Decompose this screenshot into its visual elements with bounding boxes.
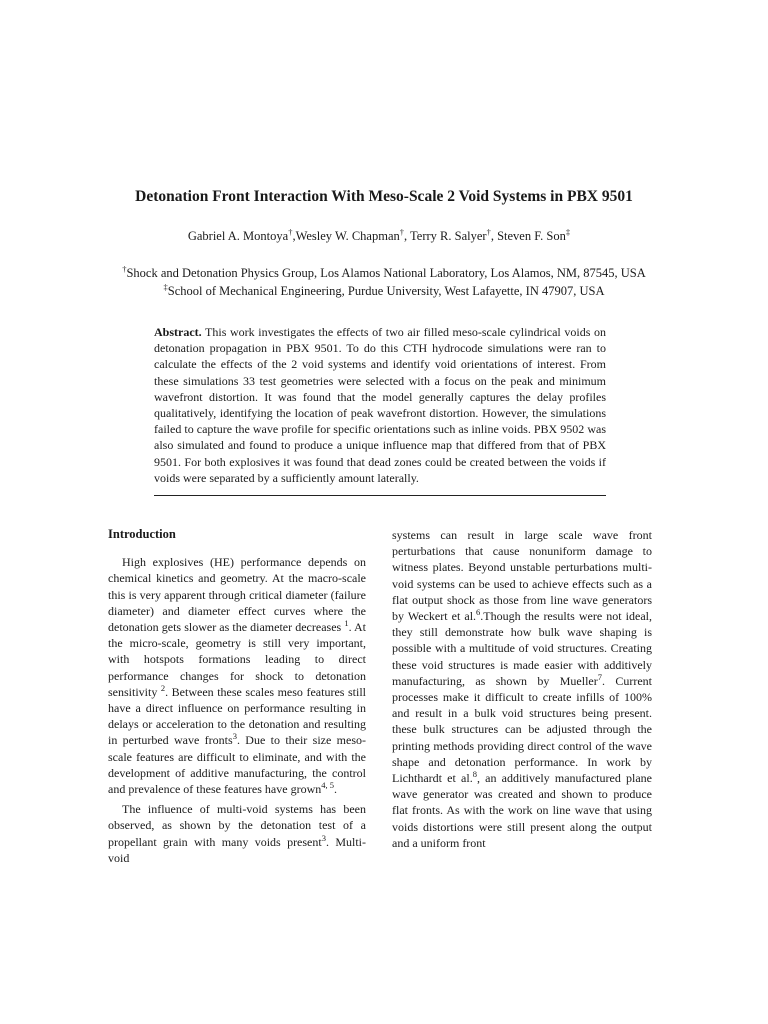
abstract-label: Abstract.	[154, 325, 202, 339]
author-name: Steven F. Son	[497, 229, 566, 243]
citation-mark: 4, 5	[321, 780, 334, 791]
citation-mark: 6	[476, 607, 481, 618]
right-column	[392, 527, 652, 851]
affiliation-mark: ‡	[565, 226, 571, 237]
author-separator: ,	[490, 229, 498, 243]
citation-mark: 1	[344, 618, 349, 629]
author-name: Terry R. Salyer	[410, 229, 487, 243]
body-text: . At the micro-scale, geometry is still very important, with hotspots formations leading to direct performance changes for shock to detonation sensitivity	[108, 620, 367, 699]
right-column-body	[392, 527, 652, 851]
abstract-text: This work investigates the effects of two air filled meso-scale cylindrical voids on detonation propagation in PBX 9501. To do this CTH hydrocode simulations were ran to calculate the effects of the 2 void systems and identify void orientations of interest. From these simulations 33 test geometries were selected with a focus on the peak and minimum wavefront distortion. It was found that the model generally captures the delay profiles qualitatively, identifying the location of peak wavefront distortion. However, the simulations failed to capture the wave profile for specific orientations such as inline voids. PBX 9502 was also simulated and found to produce a unique influence map that differed from that of PBX 9501. For both explosives it was found that dead zones could be created between the voids if voids were separated by a sufficiently amount laterally.	[154, 325, 606, 485]
affiliation-text: Shock and Detonation Physics Group, Los Alamos National Laboratory, Los Alamos, NM, 87545, USA	[126, 266, 646, 280]
left-column-body	[108, 554, 366, 866]
left-column	[108, 526, 366, 866]
body-paragraph	[108, 801, 366, 866]
citation-mark: 2	[160, 682, 166, 693]
affiliation-mark: †	[399, 226, 404, 237]
body-text: . Current processes make it difficult to create infills of 100% and result in a bulk void structures being present. these bulk structures can be adjusted through the printing methods providing direct control of the wave shape and detonation performance. In work by Lichthardt et al.	[392, 673, 652, 786]
author-name: Wesley W. Chapman	[295, 229, 400, 243]
body-text: . Multi-void	[108, 834, 366, 865]
author-list	[0, 226, 758, 244]
affiliation-text: School of Mechanical Engineering, Purdue University, West Lafayette, IN 47907, USA	[167, 284, 605, 298]
author-separator: ,	[292, 229, 296, 243]
affiliation-mark: †	[288, 226, 293, 237]
affiliation-list	[0, 264, 768, 300]
paper-title: Detonation Front Interaction With Meso-Scale 2 Void Systems in PBX 9501	[135, 188, 633, 205]
body-text: . Due to their size meso-scale features are difficult to eliminate, and with the development of additive manufacturing, the control and prevalence of these features have grown	[108, 733, 366, 797]
affiliation-mark: †	[122, 263, 127, 274]
body-text: The influence of multi-void systems has been observed, as shown by the detonation test of a propellant grain with many voids present	[108, 802, 366, 849]
abstract-divider	[154, 495, 606, 496]
citation-mark: 7	[597, 671, 602, 682]
author-name: Gabriel A. Montoya	[187, 229, 289, 243]
body-paragraph	[108, 554, 366, 797]
body-text: High explosives (HE) performance depends on chemical kinetics and geometry. At the macro-scale this is very apparent through critical diameter (failure diameter) and diameter effect curves where the detonation gets slower as the diameter decreases	[108, 555, 366, 635]
body-paragraph	[392, 527, 652, 851]
body-text: .Though the results were not ideal, they still demonstrate how bulk wave shaping is possible with a multitude of void structures. Creating these void structures is made easier with additively manufacturing, as shown by Mueller	[392, 609, 652, 688]
abstract	[154, 324, 606, 486]
body-text: systems can result in large scale wave front perturbations that cause nonuniform damage to witness plates. Beyond unstable perturbations multi-void systems can be used to achieve effects such as a flat output shock as those from line wave generators by Weckert et al.	[392, 528, 652, 624]
affiliation-mark: ‡	[163, 281, 168, 292]
body-text: . Between these scales meso features still have a direct influence on performance resulting in delays or acceleration to the detonation and resulting in perturbed wave fronts	[108, 684, 366, 748]
citation-mark: 8	[472, 769, 477, 780]
affiliation-line	[0, 264, 768, 282]
citation-mark: 3	[321, 832, 326, 843]
citation-mark: 3	[232, 731, 237, 742]
author-separator: ,	[404, 229, 411, 243]
section-heading-introduction: Introduction	[108, 527, 176, 541]
affiliation-mark: †	[486, 226, 491, 237]
affiliation-line	[0, 282, 768, 300]
body-text: , an additively manufactured plane wave generator was created and shown to produce flat fronts. As with the work on line wave that using voids distortions were still present along the output and a uniform front	[392, 771, 652, 850]
body-text: .	[333, 782, 337, 797]
